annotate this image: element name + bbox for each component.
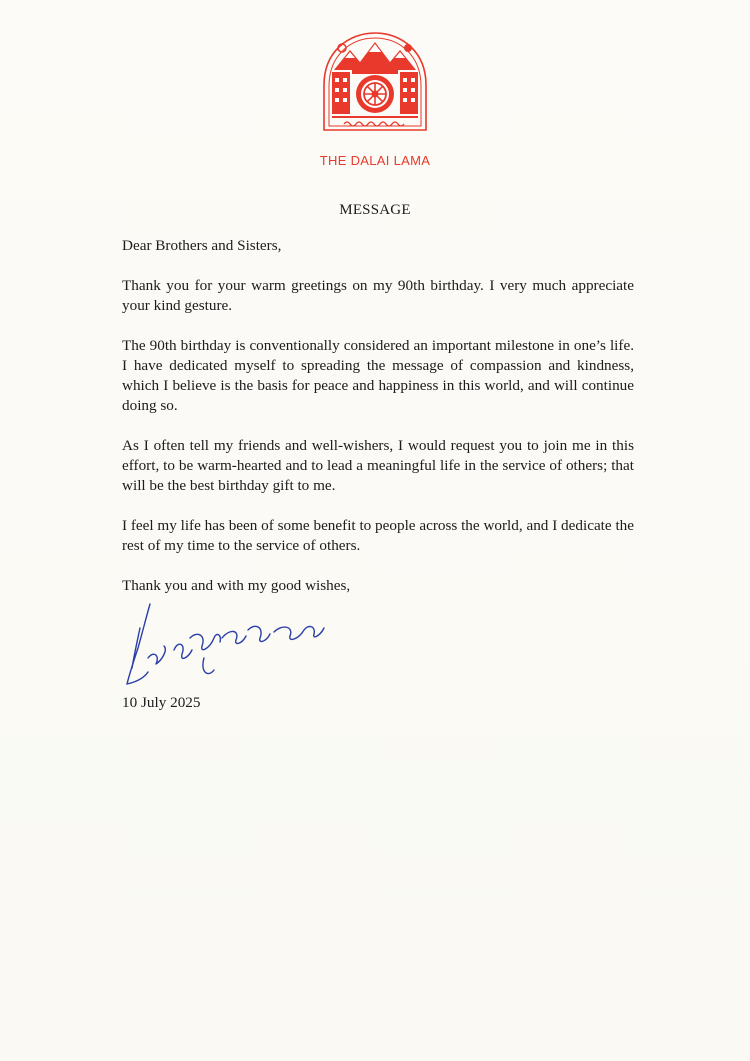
- paragraph: I feel my life has been of some benefit to people across the world, and I dedicate the rest of my time to the service of others.: [122, 517, 634, 554]
- dalai-lama-seal-icon: [320, 30, 430, 135]
- paragraph: As I often tell my friends and well-wishers, I would request you to join me in this effort, to be warm-hearted and to lead a meaningful life in the service of others; that will be the best birthday gift to me.: [122, 437, 634, 494]
- paragraph: Thank you for your warm greetings on my 90th birthday. I very much appreciate your kind gesture.: [122, 277, 634, 314]
- letter-date: 10 July 2025: [122, 694, 201, 711]
- paragraph: The 90th birthday is conventionally considered an important milestone in one’s life. I have dedicated myself to spreading the message of compassion and kindness, which I believe is the basis for peace and happiness in this world, and will continue doing so.: [122, 337, 634, 414]
- organization-name: THE DALAI LAMA: [319, 153, 431, 168]
- handwritten-signature: [118, 598, 338, 694]
- salutation: Dear Brothers and Sisters,: [122, 237, 282, 254]
- closing-line: Thank you and with my good wishes,: [122, 577, 351, 594]
- letter-body: [122, 236, 634, 596]
- document-title: MESSAGE: [339, 202, 411, 218]
